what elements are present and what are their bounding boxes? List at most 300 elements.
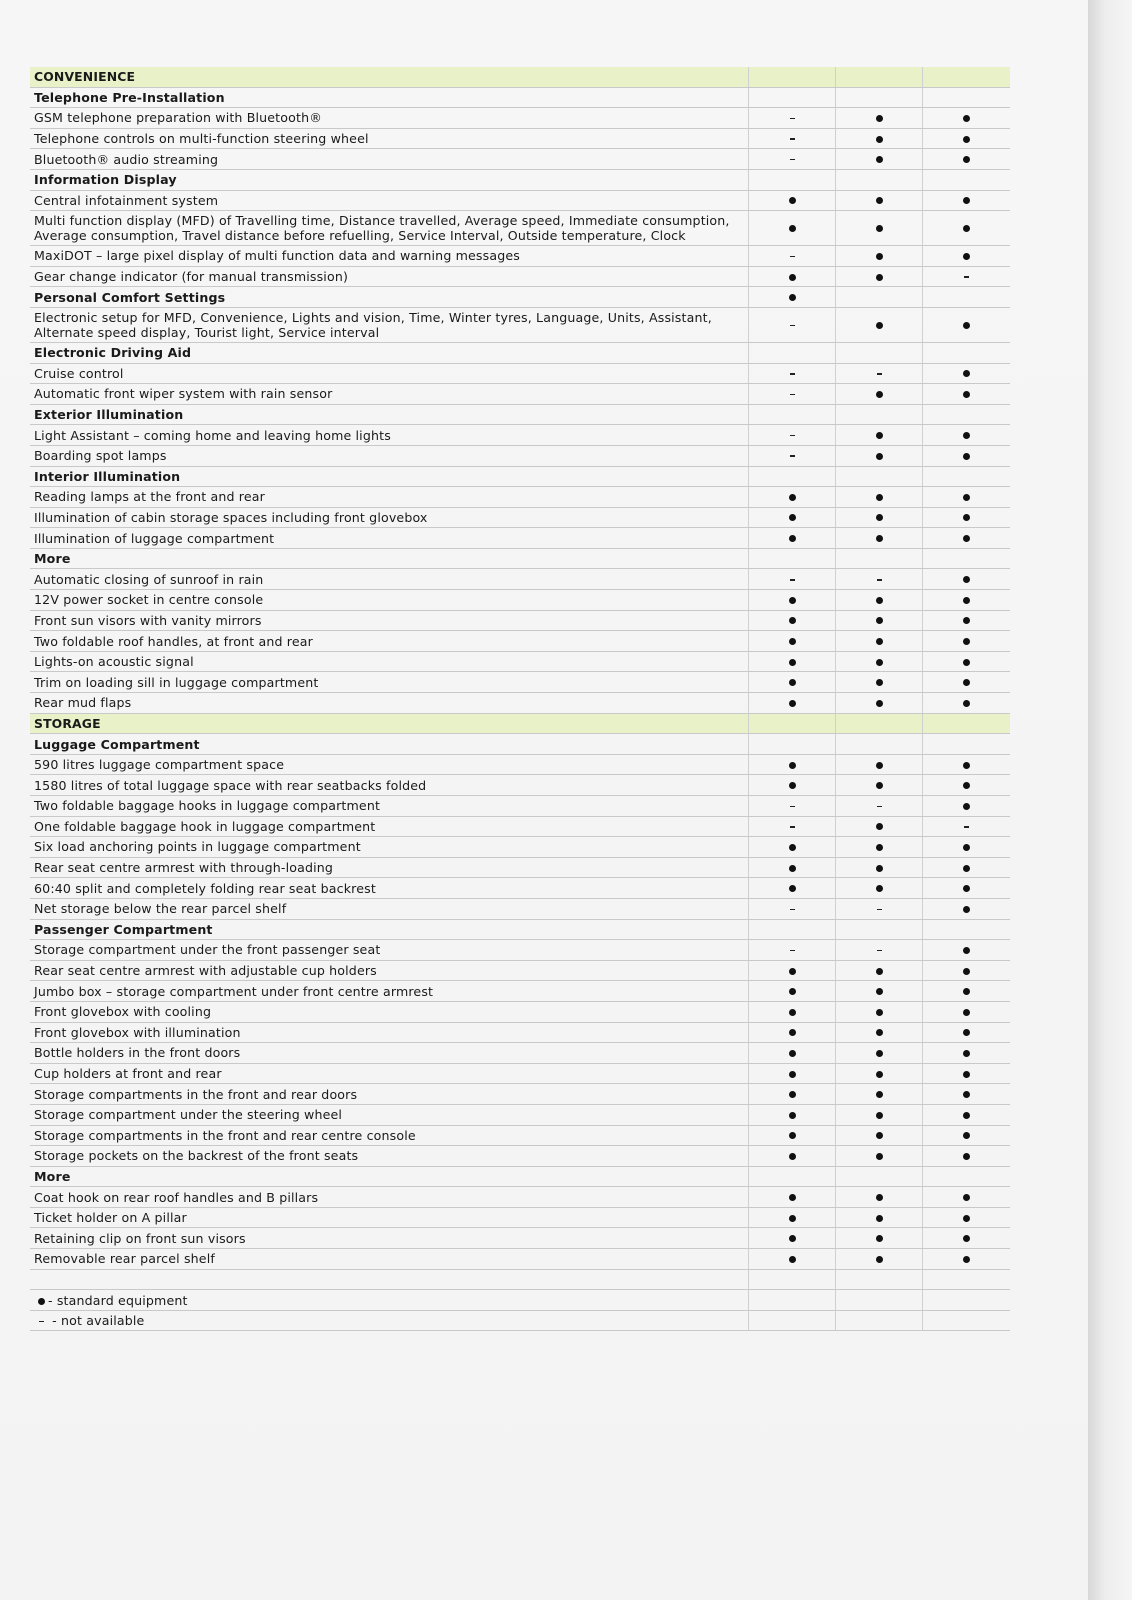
availability-cell (749, 211, 836, 246)
table-row (30, 487, 1010, 508)
availability-cell (923, 1249, 1010, 1270)
availability-cell (749, 404, 836, 425)
availability-cell (923, 919, 1010, 940)
section-title: STORAGE (30, 713, 749, 734)
feature-label: 60:40 split and completely folding rear seat backrest (30, 878, 749, 899)
availability-cell (923, 775, 1010, 796)
standard-dot-icon (876, 197, 883, 204)
standard-dot-icon (963, 803, 970, 810)
standard-dot-icon (876, 844, 883, 851)
availability-cell (923, 384, 1010, 405)
table-row (30, 190, 1010, 211)
availability-cell (749, 266, 836, 287)
table-row (30, 425, 1010, 446)
availability-cell (836, 548, 923, 569)
availability-cell (749, 1290, 836, 1311)
availability-cell (836, 404, 923, 425)
group-header-row (30, 466, 1010, 487)
standard-dot-icon (789, 1153, 796, 1160)
feature-label: 1580 litres of total luggage space with rear seatbacks folded (30, 775, 749, 796)
spacer-row (30, 1269, 1010, 1290)
availability-cell (749, 1001, 836, 1022)
availability-cell (923, 149, 1010, 170)
standard-dot-icon (34, 1293, 48, 1308)
availability-cell (836, 246, 923, 267)
standard-dot-icon (876, 274, 883, 281)
availability-cell (749, 307, 836, 342)
standard-dot-icon (876, 1235, 883, 1242)
availability-cell (923, 67, 1010, 87)
table-row (30, 1228, 1010, 1249)
not-available-dash-icon (790, 325, 795, 327)
standard-dot-icon (789, 1235, 796, 1242)
availability-cell (836, 960, 923, 981)
feature-label: Two foldable baggage hooks in luggage compartment (30, 796, 749, 817)
standard-dot-icon (789, 225, 796, 232)
availability-cell (836, 1104, 923, 1125)
table-row (30, 940, 1010, 961)
not-available-dash-icon (34, 1313, 48, 1328)
feature-label: Central infotainment system (30, 190, 749, 211)
availability-cell (749, 610, 836, 631)
feature-label: Ticket holder on A pillar (30, 1207, 749, 1228)
availability-cell (836, 307, 923, 342)
availability-cell (749, 754, 836, 775)
table-row (30, 693, 1010, 714)
feature-label: Bottle holders in the front doors (30, 1043, 749, 1064)
availability-cell (923, 466, 1010, 487)
availability-cell (923, 1228, 1010, 1249)
standard-dot-icon (789, 1071, 796, 1078)
not-available-dash-icon (790, 806, 795, 808)
not-available-dash-icon (790, 256, 795, 258)
table-row (30, 1207, 1010, 1228)
standard-dot-icon (789, 968, 796, 975)
feature-label: Cruise control (30, 363, 749, 384)
standard-dot-icon (963, 700, 970, 707)
availability-cell (749, 342, 836, 363)
availability-cell (749, 1207, 836, 1228)
availability-cell (749, 1084, 836, 1105)
standard-dot-icon (789, 679, 796, 686)
availability-cell (923, 425, 1010, 446)
availability-cell (836, 590, 923, 611)
availability-cell (923, 1084, 1010, 1105)
availability-cell (836, 190, 923, 211)
standard-dot-icon (789, 844, 796, 851)
scan-edge-shadow (1088, 0, 1132, 1600)
standard-dot-icon (789, 1132, 796, 1139)
availability-cell (836, 169, 923, 190)
feature-label: Front glovebox with cooling (30, 1001, 749, 1022)
feature-label: Jumbo box – storage compartment under front centre armrest (30, 981, 749, 1002)
availability-cell (749, 149, 836, 170)
availability-cell (836, 1146, 923, 1167)
availability-cell (836, 384, 923, 405)
availability-cell (923, 190, 1010, 211)
standard-dot-icon (963, 253, 970, 260)
not-available-dash-icon (877, 806, 882, 808)
availability-cell (923, 1104, 1010, 1125)
standard-dot-icon (963, 391, 970, 398)
feature-label: Cup holders at front and rear (30, 1063, 749, 1084)
standard-dot-icon (789, 762, 796, 769)
standard-dot-icon (963, 947, 970, 954)
feature-label: Front sun visors with vanity mirrors (30, 610, 749, 631)
availability-cell (749, 1310, 836, 1331)
availability-cell (923, 1310, 1010, 1331)
availability-cell (923, 307, 1010, 342)
group-header-row (30, 87, 1010, 108)
standard-dot-icon (963, 370, 970, 377)
availability-cell (836, 1228, 923, 1249)
availability-cell (749, 775, 836, 796)
availability-cell (749, 528, 836, 549)
feature-label: Storage pockets on the backrest of the front seats (30, 1146, 749, 1167)
availability-cell (749, 190, 836, 211)
standard-dot-icon (876, 253, 883, 260)
standard-dot-icon (876, 1215, 883, 1222)
standard-dot-icon (876, 1153, 883, 1160)
availability-cell (923, 363, 1010, 384)
standard-dot-icon (789, 1091, 796, 1098)
standard-dot-icon (876, 1194, 883, 1201)
not-available-dash-icon (790, 826, 795, 828)
standard-dot-icon (876, 1071, 883, 1078)
availability-cell (923, 108, 1010, 129)
availability-cell (836, 287, 923, 308)
feature-label: Coat hook on rear roof handles and B pillars (30, 1187, 749, 1208)
availability-cell (836, 1310, 923, 1331)
availability-cell (749, 919, 836, 940)
availability-cell (923, 754, 1010, 775)
feature-label: Storage compartment under the steering wheel (30, 1104, 749, 1125)
standard-dot-icon (876, 1132, 883, 1139)
legend-entry (30, 1290, 749, 1311)
table-row (30, 445, 1010, 466)
standard-dot-icon (963, 1050, 970, 1057)
availability-cell (836, 981, 923, 1002)
availability-cell (749, 651, 836, 672)
standard-dot-icon (789, 885, 796, 892)
standard-dot-icon (876, 679, 883, 686)
not-available-dash-icon (964, 276, 969, 278)
standard-dot-icon (789, 865, 796, 872)
standard-dot-icon (963, 659, 970, 666)
feature-label: Electronic setup for MFD, Convenience, Lights and vision, Time, Winter tyres, Language, Units, Assistant, Alternate speed display, Tourist light, Service interval (30, 307, 749, 342)
availability-cell (749, 590, 836, 611)
feature-label: Gear change indicator (for manual transmission) (30, 266, 749, 287)
feature-label: Reading lamps at the front and rear (30, 487, 749, 508)
availability-cell (836, 796, 923, 817)
standard-dot-icon (963, 844, 970, 851)
table-row (30, 672, 1010, 693)
standard-dot-icon (963, 432, 970, 439)
availability-cell (749, 1043, 836, 1064)
feature-label: Automatic closing of sunroof in rain (30, 569, 749, 590)
availability-cell (923, 507, 1010, 528)
table-row (30, 569, 1010, 590)
standard-dot-icon (876, 700, 883, 707)
standard-dot-icon (876, 391, 883, 398)
not-available-dash-icon (877, 950, 882, 952)
not-available-dash-icon (964, 826, 969, 828)
standard-dot-icon (963, 115, 970, 122)
availability-cell (923, 569, 1010, 590)
standard-dot-icon (876, 638, 883, 645)
availability-cell (836, 507, 923, 528)
availability-cell (923, 548, 1010, 569)
standard-dot-icon (963, 1194, 970, 1201)
availability-cell (749, 1228, 836, 1249)
availability-cell (923, 734, 1010, 755)
table-row (30, 631, 1010, 652)
availability-cell (836, 1001, 923, 1022)
standard-dot-icon (876, 1009, 883, 1016)
availability-cell (836, 878, 923, 899)
standard-dot-icon (789, 1194, 796, 1201)
availability-cell (923, 528, 1010, 549)
table-row (30, 1125, 1010, 1146)
standard-dot-icon (876, 514, 883, 521)
not-available-dash-icon (790, 909, 795, 911)
availability-cell (836, 1290, 923, 1311)
availability-cell (749, 1187, 836, 1208)
table-row (30, 1084, 1010, 1105)
legend-row (30, 1310, 1010, 1331)
feature-label: Bluetooth® audio streaming (30, 149, 749, 170)
availability-cell (836, 149, 923, 170)
group-header-row (30, 734, 1010, 755)
feature-label: Rear seat centre armrest with adjustable cup holders (30, 960, 749, 981)
availability-cell (749, 816, 836, 837)
standard-dot-icon (963, 968, 970, 975)
availability-cell (749, 734, 836, 755)
standard-dot-icon (876, 1091, 883, 1098)
table-row (30, 128, 1010, 149)
table-row (30, 960, 1010, 981)
availability-cell (923, 837, 1010, 858)
availability-cell (836, 445, 923, 466)
feature-label: MaxiDOT – large pixel display of multi function data and warning messages (30, 246, 749, 267)
availability-cell (923, 1207, 1010, 1228)
availability-cell (836, 919, 923, 940)
availability-cell (749, 87, 836, 108)
table-row (30, 1063, 1010, 1084)
standard-dot-icon (789, 197, 796, 204)
standard-dot-icon (963, 1132, 970, 1139)
table-row (30, 149, 1010, 170)
feature-label: One foldable baggage hook in luggage compartment (30, 816, 749, 837)
availability-cell (836, 87, 923, 108)
feature-label: Two foldable roof handles, at front and rear (30, 631, 749, 652)
availability-cell (836, 487, 923, 508)
standard-dot-icon (963, 1029, 970, 1036)
not-available-dash-icon (790, 950, 795, 952)
standard-dot-icon (876, 762, 883, 769)
standard-dot-icon (963, 617, 970, 624)
table-row (30, 1001, 1010, 1022)
availability-cell (749, 246, 836, 267)
availability-cell (836, 631, 923, 652)
availability-cell (749, 1104, 836, 1125)
table-row (30, 857, 1010, 878)
availability-cell (836, 857, 923, 878)
standard-dot-icon (789, 617, 796, 624)
standard-dot-icon (963, 156, 970, 163)
feature-label: GSM telephone preparation with Bluetooth® (30, 108, 749, 129)
group-title: Electronic Driving Aid (30, 342, 749, 363)
feature-label: Six load anchoring points in luggage compartment (30, 837, 749, 858)
standard-dot-icon (789, 1112, 796, 1119)
group-title: Passenger Compartment (30, 919, 749, 940)
not-available-dash-icon (790, 435, 795, 437)
availability-cell (923, 590, 1010, 611)
availability-cell (749, 693, 836, 714)
not-available-dash-icon (790, 373, 795, 375)
standard-dot-icon (876, 968, 883, 975)
group-header-row (30, 342, 1010, 363)
feature-label: Trim on loading sill in luggage compartment (30, 672, 749, 693)
not-available-dash-icon (877, 909, 882, 911)
table-row (30, 211, 1010, 246)
standard-dot-icon (789, 514, 796, 521)
standard-dot-icon (789, 274, 796, 281)
standard-dot-icon (963, 576, 970, 583)
availability-cell (749, 384, 836, 405)
availability-cell (836, 425, 923, 446)
availability-cell (836, 1187, 923, 1208)
availability-cell (749, 1125, 836, 1146)
standard-dot-icon (963, 494, 970, 501)
availability-cell (749, 672, 836, 693)
standard-dot-icon (876, 322, 883, 329)
availability-cell (836, 837, 923, 858)
feature-label: Rear seat centre armrest with through-loading (30, 857, 749, 878)
feature-label: 12V power socket in centre console (30, 590, 749, 611)
availability-cell (749, 1022, 836, 1043)
table-row (30, 1043, 1010, 1064)
standard-dot-icon (876, 659, 883, 666)
not-available-dash-icon (790, 455, 795, 457)
availability-cell (836, 466, 923, 487)
availability-cell (923, 128, 1010, 149)
availability-cell (836, 898, 923, 919)
standard-dot-icon (789, 782, 796, 789)
availability-cell (923, 631, 1010, 652)
availability-cell (836, 1063, 923, 1084)
availability-cell (836, 128, 923, 149)
table-row (30, 1146, 1010, 1167)
not-available-dash-icon (877, 373, 882, 375)
standard-dot-icon (789, 597, 796, 604)
standard-dot-icon (789, 1215, 796, 1222)
availability-cell (923, 1001, 1010, 1022)
standard-dot-icon (963, 679, 970, 686)
not-available-dash-icon (790, 579, 795, 581)
standard-dot-icon (963, 514, 970, 521)
availability-cell (836, 266, 923, 287)
group-header-row (30, 1166, 1010, 1187)
availability-cell (836, 775, 923, 796)
feature-label: Retaining clip on front sun visors (30, 1228, 749, 1249)
availability-cell (923, 981, 1010, 1002)
standard-dot-icon (876, 1029, 883, 1036)
legend-row (30, 1290, 1010, 1311)
availability-cell (749, 857, 836, 878)
feature-label: Telephone controls on multi-function steering wheel (30, 128, 749, 149)
standard-dot-icon (963, 988, 970, 995)
availability-cell (836, 1166, 923, 1187)
standard-dot-icon (963, 885, 970, 892)
standard-dot-icon (963, 1153, 970, 1160)
standard-dot-icon (963, 865, 970, 872)
standard-dot-icon (963, 597, 970, 604)
feature-label: Illumination of cabin storage spaces including front glovebox (30, 507, 749, 528)
availability-cell (836, 610, 923, 631)
standard-dot-icon (876, 885, 883, 892)
availability-cell (923, 857, 1010, 878)
feature-label: Storage compartments in the front and rear doors (30, 1084, 749, 1105)
not-available-dash-icon (790, 394, 795, 396)
feature-label: Rear mud flaps (30, 693, 749, 714)
standard-dot-icon (876, 494, 883, 501)
availability-cell (836, 1207, 923, 1228)
standard-dot-icon (876, 865, 883, 872)
group-header-row (30, 548, 1010, 569)
group-title: Interior Illumination (30, 466, 749, 487)
standard-dot-icon (876, 1050, 883, 1057)
availability-cell (749, 631, 836, 652)
availability-cell (749, 169, 836, 190)
availability-cell (749, 445, 836, 466)
standard-dot-icon (789, 294, 796, 301)
table-row (30, 1249, 1010, 1270)
standard-dot-icon (963, 1235, 970, 1242)
standard-dot-icon (963, 1112, 970, 1119)
table-row (30, 981, 1010, 1002)
availability-cell (923, 1269, 1010, 1290)
feature-label: Removable rear parcel shelf (30, 1249, 749, 1270)
legend-entry (30, 1310, 749, 1331)
availability-cell (836, 816, 923, 837)
section-header-row (30, 67, 1010, 87)
availability-cell (749, 796, 836, 817)
table-row (30, 266, 1010, 287)
not-available-dash-icon (790, 118, 795, 120)
group-title: Personal Comfort Settings (30, 287, 749, 308)
availability-cell (749, 837, 836, 858)
availability-cell (923, 898, 1010, 919)
availability-cell (923, 287, 1010, 308)
standard-dot-icon (876, 432, 883, 439)
table-row (30, 108, 1010, 129)
availability-cell (749, 67, 836, 87)
standard-dot-icon (963, 1009, 970, 1016)
availability-cell (836, 1043, 923, 1064)
standard-dot-icon (876, 136, 883, 143)
standard-dot-icon (876, 115, 883, 122)
standard-dot-icon (789, 1050, 796, 1057)
availability-cell (836, 1022, 923, 1043)
availability-cell (923, 940, 1010, 961)
standard-dot-icon (963, 638, 970, 645)
availability-cell (749, 363, 836, 384)
section-title: CONVENIENCE (30, 67, 749, 87)
table-row (30, 507, 1010, 528)
standard-dot-icon (963, 1215, 970, 1222)
availability-cell (749, 466, 836, 487)
